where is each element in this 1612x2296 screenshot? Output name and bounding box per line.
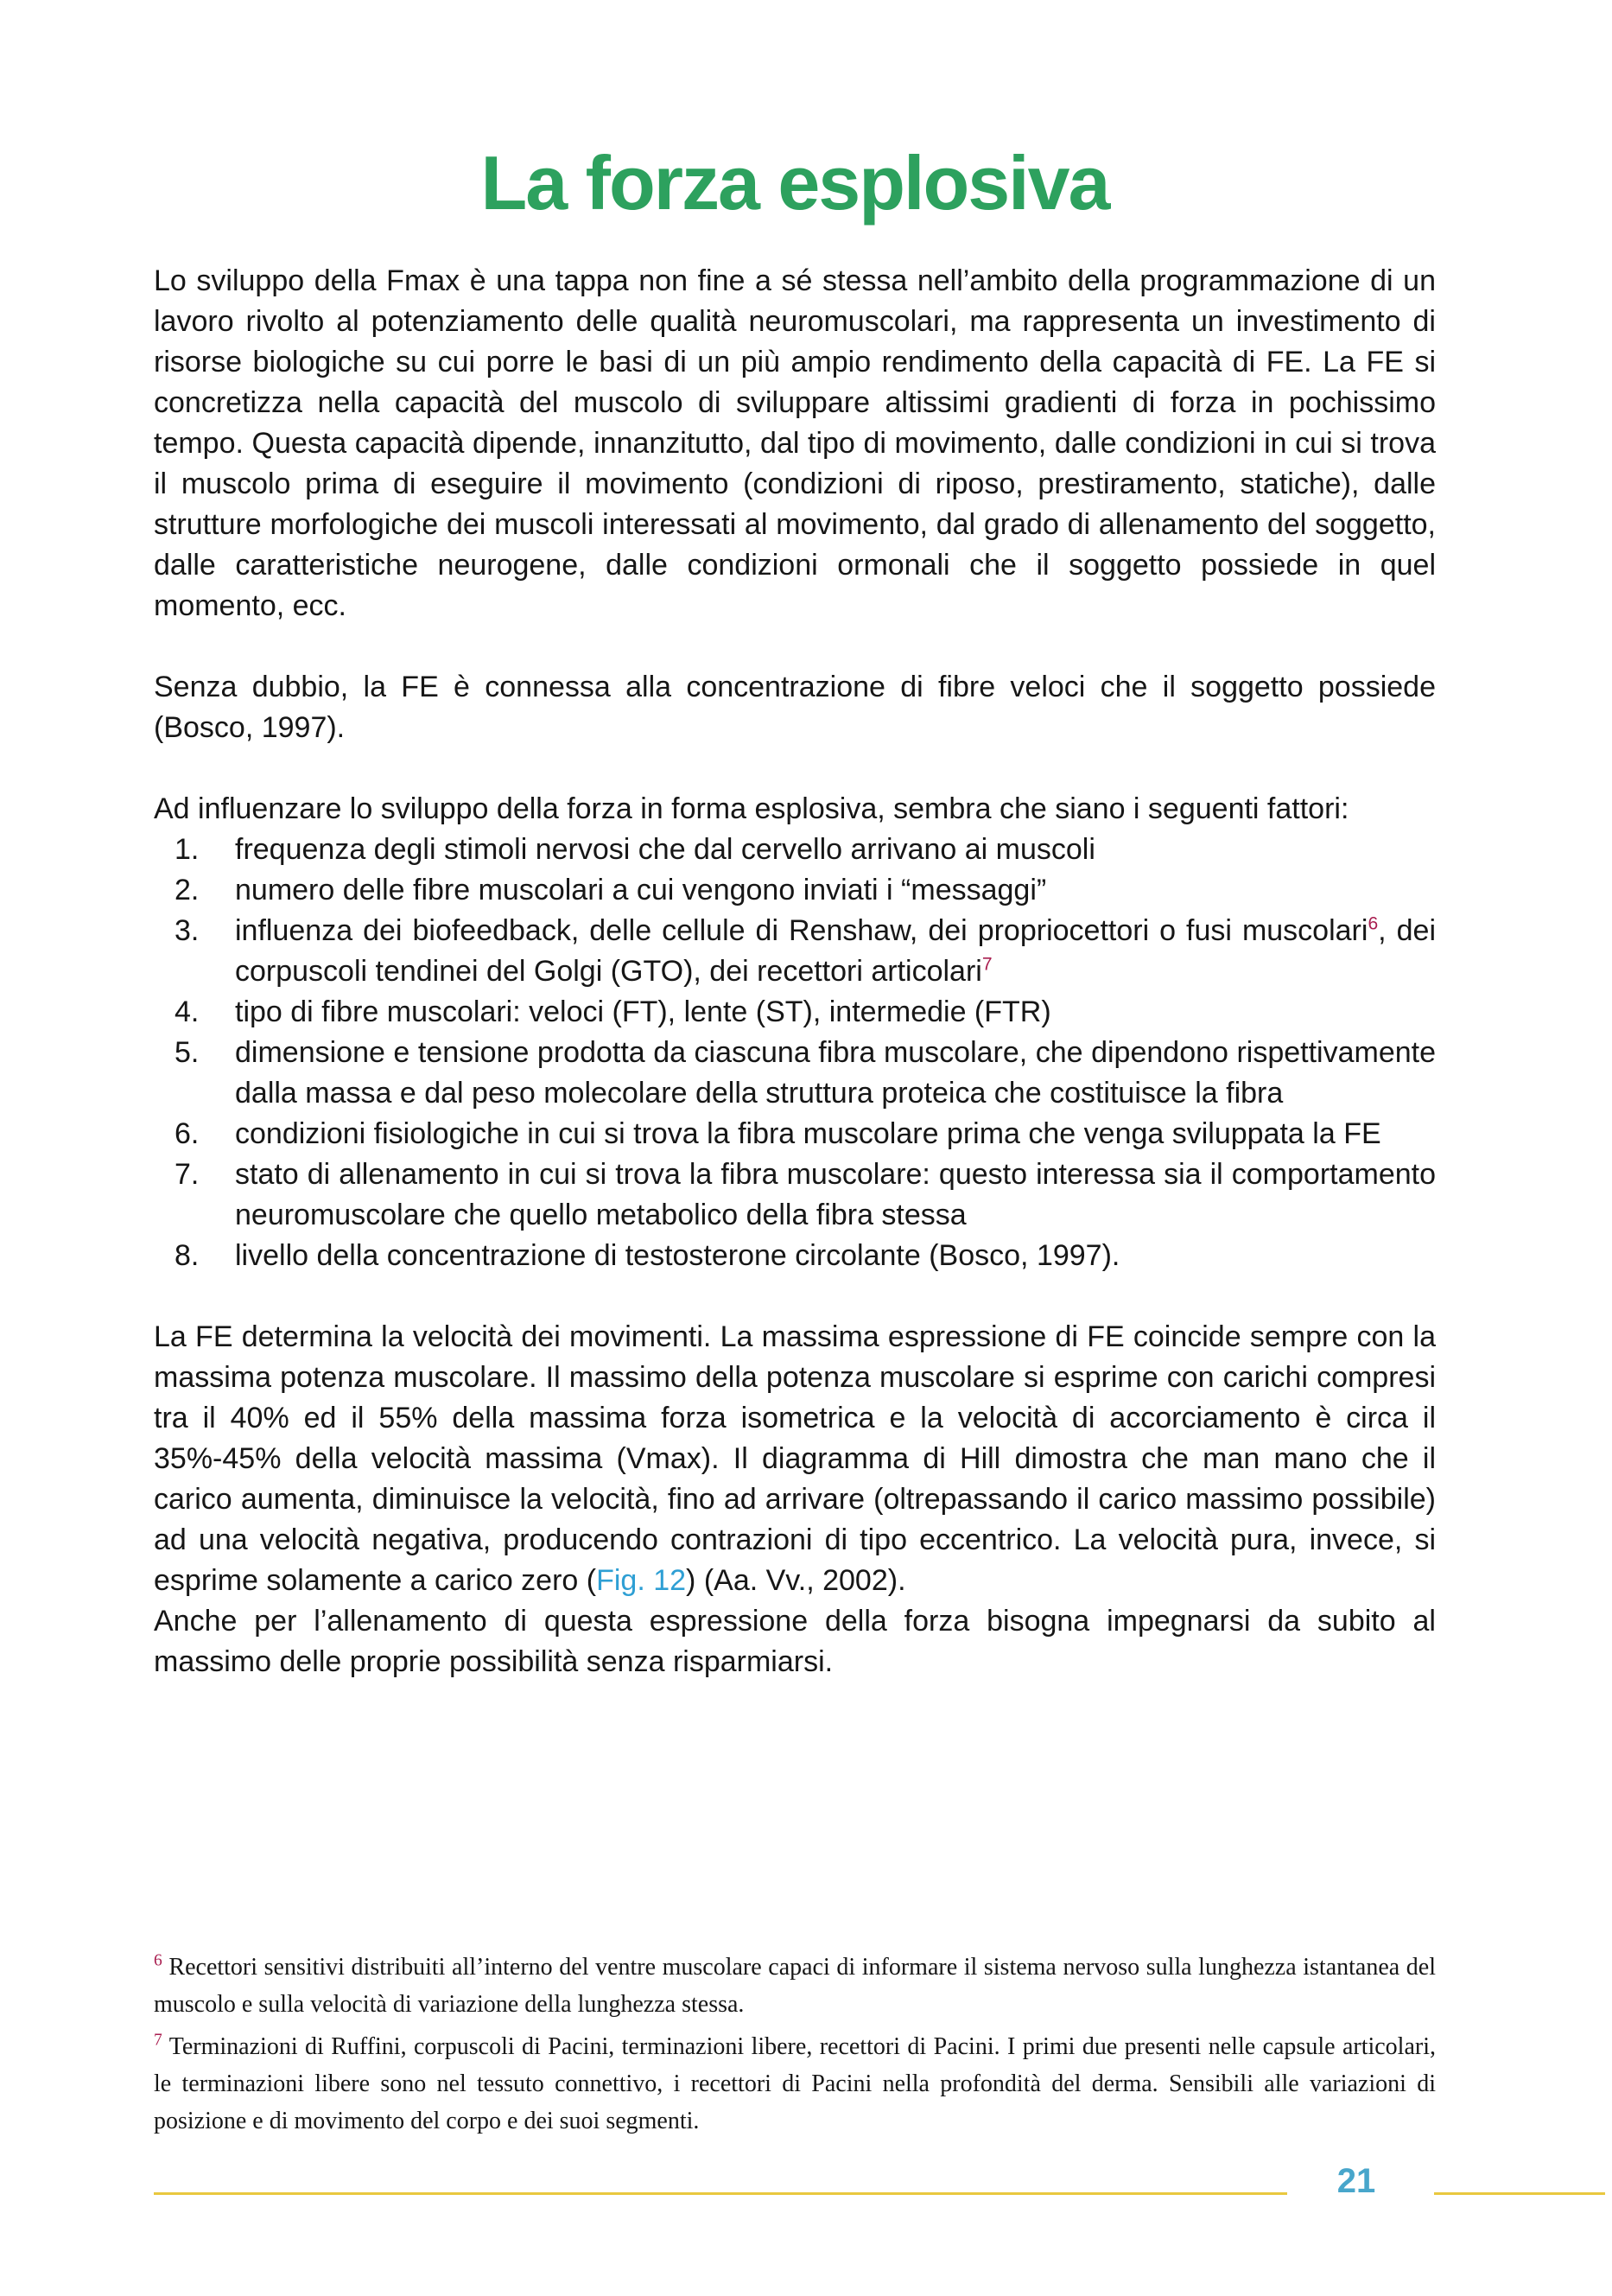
list-item (154, 870, 1436, 911)
footnote-6 (154, 1949, 1436, 2023)
paragraph-fibre-veloci: Senza dubbio, la FE è connessa alla concentrazione di fibre veloci che il soggetto possiede (Bosco, 1997). (154, 671, 1436, 744)
list-item (154, 911, 1436, 992)
footnotes-block (154, 1949, 1436, 2140)
list-item-text: dimensione e tensione prodotta da ciascuna fibra muscolare, che dipendono rispettivamente dalla massa e dal peso molecolare della struttura proteica che costituisce la fibra (235, 1036, 1436, 1110)
list-item-number: 2. (175, 874, 200, 906)
list-item-number: 1. (175, 833, 200, 866)
figure-12-link[interactable]: Fig. 12 (596, 1564, 687, 1597)
factors-list (154, 830, 1436, 1276)
footnote-7-number: 7 (154, 2031, 162, 2050)
footnote-7 (154, 2028, 1436, 2140)
paragraph-text-part: ) (Aa. Vv., 2002). (686, 1564, 906, 1597)
list-item-number: 5. (175, 1036, 200, 1069)
footnote-ref-7: 7 (981, 954, 993, 975)
list-item (154, 1154, 1436, 1236)
paragraph-factors-intro: Ad influenzare lo sviluppo della forza in forma esplosiva, sembra che siano i seguenti fattori: (154, 792, 1349, 825)
list-item (154, 1236, 1436, 1276)
text-column (154, 0, 1436, 1682)
footnote-text: Terminazioni di Ruffini, corpuscoli di Pacini, terminazioni libere, recettori di Pacini. I primi due presenti nelle capsule articolari, le terminazioni libere sono nel tessuto connettivo, i recettori di Pacini nella profondità del derma. Sensibili alle variazioni di posizione e di movimento del corpo e dei suoi segmenti. (154, 2033, 1436, 2134)
list-item-number: 3. (175, 914, 200, 947)
footer-rule-right (1434, 2192, 1605, 2195)
list-item-text: condizioni fisiologiche in cui si trova la fibra muscolare prima che venga sviluppata la FE (235, 1117, 1381, 1150)
list-item-text: tipo di fibre muscolari: veloci (FT), lente (ST), intermedie (FTR) (235, 995, 1051, 1028)
list-item (154, 1114, 1436, 1154)
list-item-text-part: , dei corpuscoli tendinei del Golgi (GTO), dei recettori articolari (235, 914, 1436, 988)
list-item-text (235, 911, 1436, 992)
list-item-number: 6. (175, 1117, 200, 1150)
list-item-number: 7. (175, 1158, 200, 1191)
footer-rule-left (154, 2192, 1287, 2195)
list-item (154, 1033, 1436, 1114)
list-item-text: stato di allenamento in cui si trova la fibra muscolare: questo interessa sia il comportamento neuromuscolare che quello metabolico della fibra stessa (235, 1158, 1436, 1231)
list-item-text: livello della concentrazione di testosterone circolante (Bosco, 1997). (235, 1239, 1120, 1272)
footnote-6-number: 6 (154, 1951, 162, 1970)
footnote-ref-6: 6 (1368, 913, 1379, 934)
page-title: La forza esplosiva (480, 140, 1109, 226)
list-item-number: 4. (175, 995, 200, 1028)
list-item (154, 830, 1436, 870)
list-item-text: frequenza degli stimoli nervosi che dal cervello arrivano ai muscoli (235, 833, 1095, 866)
list-item-text: numero delle fibre muscolari a cui vengono inviati i “messaggi” (235, 874, 1047, 906)
paragraph-training: Anche per l’allenamento di questa espressione della forza bisogna impegnarsi da subito al massimo delle proprie possibilità senza risparmiarsi. (154, 1605, 1436, 1678)
list-item (154, 992, 1436, 1033)
paragraph-velocity (154, 1317, 1436, 1601)
list-item-text-part: influenza dei biofeedback, delle cellule di Renshaw, dei propriocettori o fusi muscolari (235, 914, 1368, 947)
page-number: 21 (1336, 2162, 1376, 2200)
paragraph-fmax-intro: Lo sviluppo della Fmax è una tappa non fine a sé stessa nell’ambito della programmazione di un lavoro rivolto al potenziamento delle qualità neuromuscolari, ma rappresenta un investimento di risorse biologiche su cui porre le basi di un più ampio rendimento della capacità di FE. La FE si concretizza nella capacità del muscolo di sviluppare altissimi gradienti di forza in pochissimo tempo. Questa capacità dipende, innanzitutto, dal tipo di movimento, dalle condizioni in cui si trova il muscolo prima di eseguire il movimento (condizioni di riposo, prestiramento, statiche), dalle strutture morfologiche dei muscoli interessati al movimento, dal grado di allenamento del soggetto, dalle caratteristiche neurogene, dalle condizioni ormonali che il soggetto possiede in quel momento, ecc. (154, 264, 1436, 622)
footnote-text: Recettori sensitivi distribuiti all’interno del ventre muscolare capaci di informare il sistema nervoso sulla lunghezza istantanea del muscolo e sulla velocità di variazione della lunghezza stessa. (154, 1954, 1437, 2018)
paragraph-text-part: La FE determina la velocità dei movimenti. La massima espressione di FE coincide sempre con la massima potenza muscolare. Il massimo della potenza muscolare si esprime con carichi compresi tra il 40% ed il 55% della massima forza isometrica e la velocità di accorciamento è circa il 35%-45% della velocità massima (Vmax). Il diagramma di Hill dimostra che man mano che il carico aumenta, diminuisce la velocità, fino ad arrivare (oltrepassando il carico massimo possibile) ad una velocità negativa, producendo contrazioni di tipo eccentrico. La velocità pura, invece, si esprime solamente a carico zero ( (154, 1320, 1436, 1597)
list-item-number: 8. (175, 1239, 200, 1272)
